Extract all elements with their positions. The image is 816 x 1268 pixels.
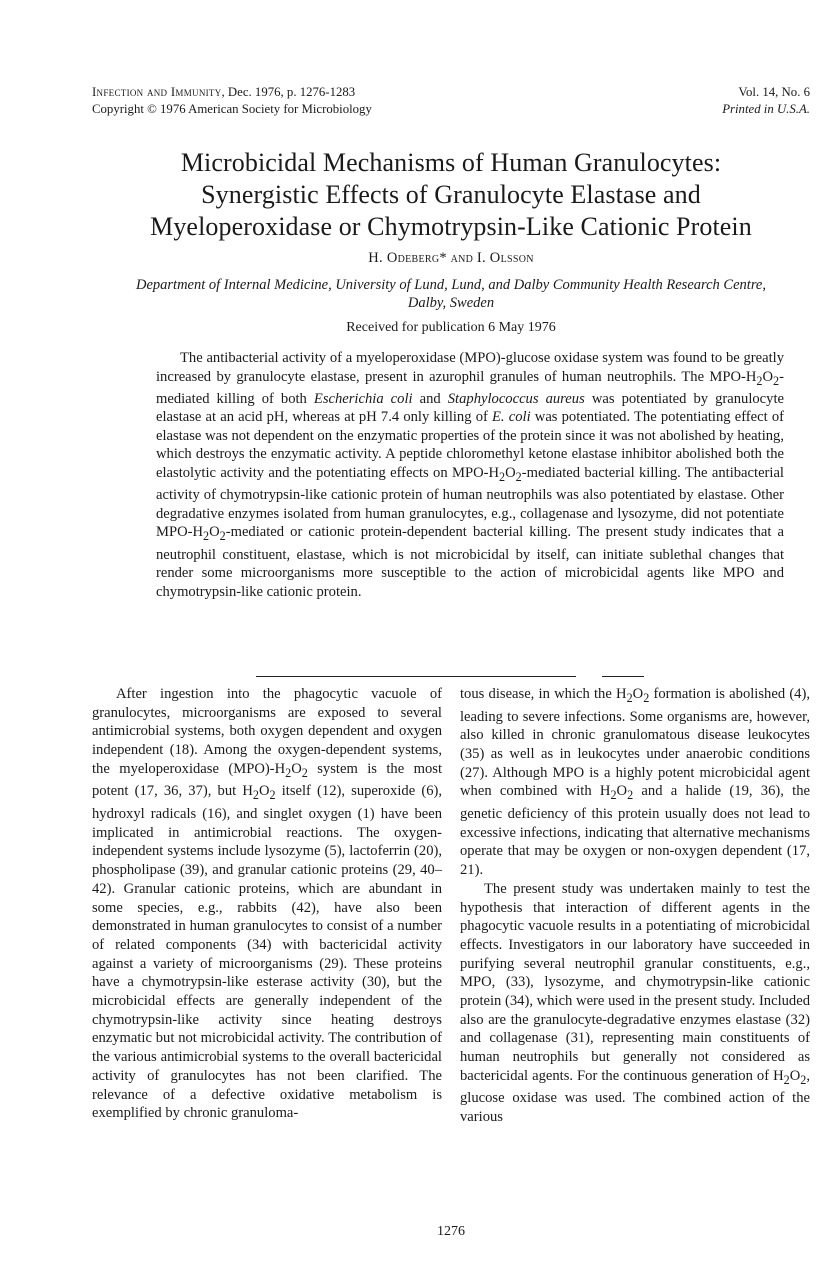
affiliation-line: Department of Internal Medicine, University of Lund, Lund, and Dalby Community Health Research Centre, — [136, 277, 766, 293]
printed-line: Printed in U.S.A. — [722, 102, 810, 116]
abstract-text: O — [505, 464, 516, 481]
journal-issue: , Dec. 1976, p. 1276-1283 — [221, 85, 356, 99]
body-text: system is the most potent (17, 36, 37), but H — [92, 760, 442, 800]
abstract-divider-short — [602, 676, 644, 677]
subscript: 2 — [783, 1072, 790, 1087]
body-text: O — [291, 760, 302, 777]
journal-citation-line — [92, 84, 372, 101]
abstract-text: -mediated or cationic protein-dependent bacterial killing. The present study indicates that a neutrophil constituent, elastase, which is not microbicidal by itself, can initiate sublethal changes that render some microorganisms more susceptible to the action of microbicidal agents like MPO and chymotrypsin-like cationic protein. — [156, 524, 784, 600]
subscript: 2 — [626, 690, 633, 705]
subscript: 2 — [515, 469, 522, 484]
species-name: E. coli — [492, 409, 531, 426]
abstract-text: O — [209, 524, 220, 541]
subscript: 2 — [627, 788, 634, 803]
subscript: 2 — [756, 373, 763, 388]
subscript: 2 — [219, 529, 226, 544]
body-text: O — [258, 783, 270, 800]
paragraph — [92, 685, 442, 1123]
subscript: 2 — [773, 373, 780, 388]
body-text: The present study was undertaken mainly to test the hypothesis that interaction of different agents in the phagocytic vacuole results in a potentiating of microbicidal effects. Investigators in our laboratory have succeeded in purifying several neutrophil granular constituents, e.g., MPO, (33), lysozyme, and chymotrypsin-like cationic protein (34), which were used in the present study. Included also are the granulocyte-degradative enzymes elastase (32) and collagenase (31), representing main constituents of human neutrophils but generally not considered as bactericidal agents. For the continuous generation of H — [460, 880, 810, 1084]
header-left — [92, 84, 372, 118]
paragraph — [460, 880, 810, 1127]
body-text: O — [789, 1067, 801, 1084]
affiliation-line: Dalby, Sweden — [407, 295, 495, 311]
abstract-text: was potentiated by granulocyte elastase at an acid pH, whereas at pH 7.4 only killing of — [156, 390, 784, 426]
title-line: Synergistic Effects of Granulocyte Elastase and — [201, 180, 701, 209]
subscript: 2 — [269, 788, 276, 803]
species-name: Staphylococcus aureus — [447, 390, 585, 407]
abstract-text: was potentiated. The potentiating effect of elastase was not dependent on the enzymatic properties of the protein since it was not abolished by heating, which destroys the enzymatic activity. A peptide chloromethyl ketone elastase inhibitor abolished both the elastolytic activity and the potentiating effects on MPO-H — [156, 409, 784, 481]
received-date: Received for publication 6 May 1976 — [346, 320, 556, 335]
body-text: itself (12), superoxide (6), hydroxyl radicals (16), and singlet oxygen (1) have been implicated in antimicrobial reactions. The oxygen-independent systems include lysozyme (5), lactoferrin (20), phospholipase (39), and granular cationic proteins (29, 40–42). Granular cationic proteins, which are abundant in some species, e.g., rabbits (42), have also been demonstrated in human granulocytes to consist of a number of related components (34) with bactericidal activity against a variety of microorganisms (29). These proteins have a chymotrypsin-like esterase activity (30), but the microbicidal effects are generally independent of the chymotrypsin-like activity since heating destroys enzymatic but not microbicidal activity. The contribution of the various antimicrobial systems to the overall bactericidal activity of granulocytes has not been clarified. The relevance of a defective oxidative metabolism is exemplified by chronic granuloma- — [92, 783, 442, 1122]
abstract — [156, 349, 784, 601]
author-first: H. Odeberg* — [368, 250, 447, 266]
body-text: tous disease, in which the H — [460, 686, 627, 702]
header-right — [722, 84, 810, 118]
subscript: 2 — [800, 1072, 807, 1087]
species-name: Escherichia coli — [313, 390, 413, 407]
abstract-text: The antibacterial activity of a myeloperoxidase (MPO)-glucose oxidase system was found to be greatly increased by granulocyte elastase, present in azurophil granules of human neutrophils. The MPO-H — [156, 350, 784, 385]
copyright-line: Copyright © 1976 American Society for Microbiology — [92, 102, 372, 116]
body-column-left — [92, 685, 442, 1123]
body-text: O — [632, 686, 644, 702]
title-line: Microbicidal Mechanisms of Human Granulocytes: — [180, 148, 722, 177]
subscript: 2 — [301, 765, 308, 780]
affiliation — [92, 276, 810, 312]
abstract-divider — [256, 676, 576, 677]
journal-name: Infection and Immunity — [92, 85, 222, 99]
page-number: 1276 — [437, 1224, 465, 1239]
abstract-text: and — [412, 390, 448, 407]
subscript: 2 — [610, 788, 617, 803]
volume-line: Vol. 14, No. 6 — [738, 85, 810, 99]
author-conjunction: and — [450, 250, 474, 266]
title-line: Myeloperoxidase or Chymotrypsin-Like Cationic Protein — [150, 212, 752, 241]
abstract-text: -mediated bacterial killing. The antibacterial activity of chymotrypsin-like cationic protein of human neutrophils was also potentiated by elastase. Other degradative enzymes isolated from human granulocytes, e.g., collagenase and lysozyme, did not potentiate MPO-H — [156, 464, 784, 541]
subscript: 2 — [643, 690, 650, 705]
abstract-text: O — [762, 368, 774, 385]
article-title — [92, 147, 810, 243]
author-list — [92, 250, 810, 267]
body-text: formation is abolished (4), leading to severe infections. Some organisms are, however, also killed in chronic granulomatous disease leukocytes (35) as well as in leukocytes under anaerobic conditions (27). Although MPO is a highly potent microbicidal agent when combined with H — [460, 686, 810, 800]
subscript: 2 — [252, 788, 259, 803]
subscript: 2 — [499, 469, 506, 484]
subscript: 2 — [285, 765, 292, 780]
body-text: and a halide (19, 36), the genetic deficiency of this protein usually does not lead to excessive infections, indicating that alternative mechanisms operate that may be oxygen or non-oxygen dependent (17, 21). — [460, 783, 810, 879]
author-second: I. Olsson — [476, 250, 534, 266]
subscript: 2 — [203, 529, 210, 544]
body-column-right — [460, 685, 810, 1127]
abstract-text: -mediated killing of both — [156, 368, 784, 407]
paragraph — [460, 685, 810, 880]
body-text: , glucose oxidase was used. The combined action of the various — [460, 1067, 810, 1126]
body-text: After ingestion into the phagocytic vacuole of granulocytes, microorganisms are exposed to several antimicrobial systems, both oxygen dependent and oxygen independent (18). Among the oxygen-dependent systems, the myeloperoxidase (MPO)-H — [92, 686, 442, 777]
body-text: O — [616, 783, 628, 800]
